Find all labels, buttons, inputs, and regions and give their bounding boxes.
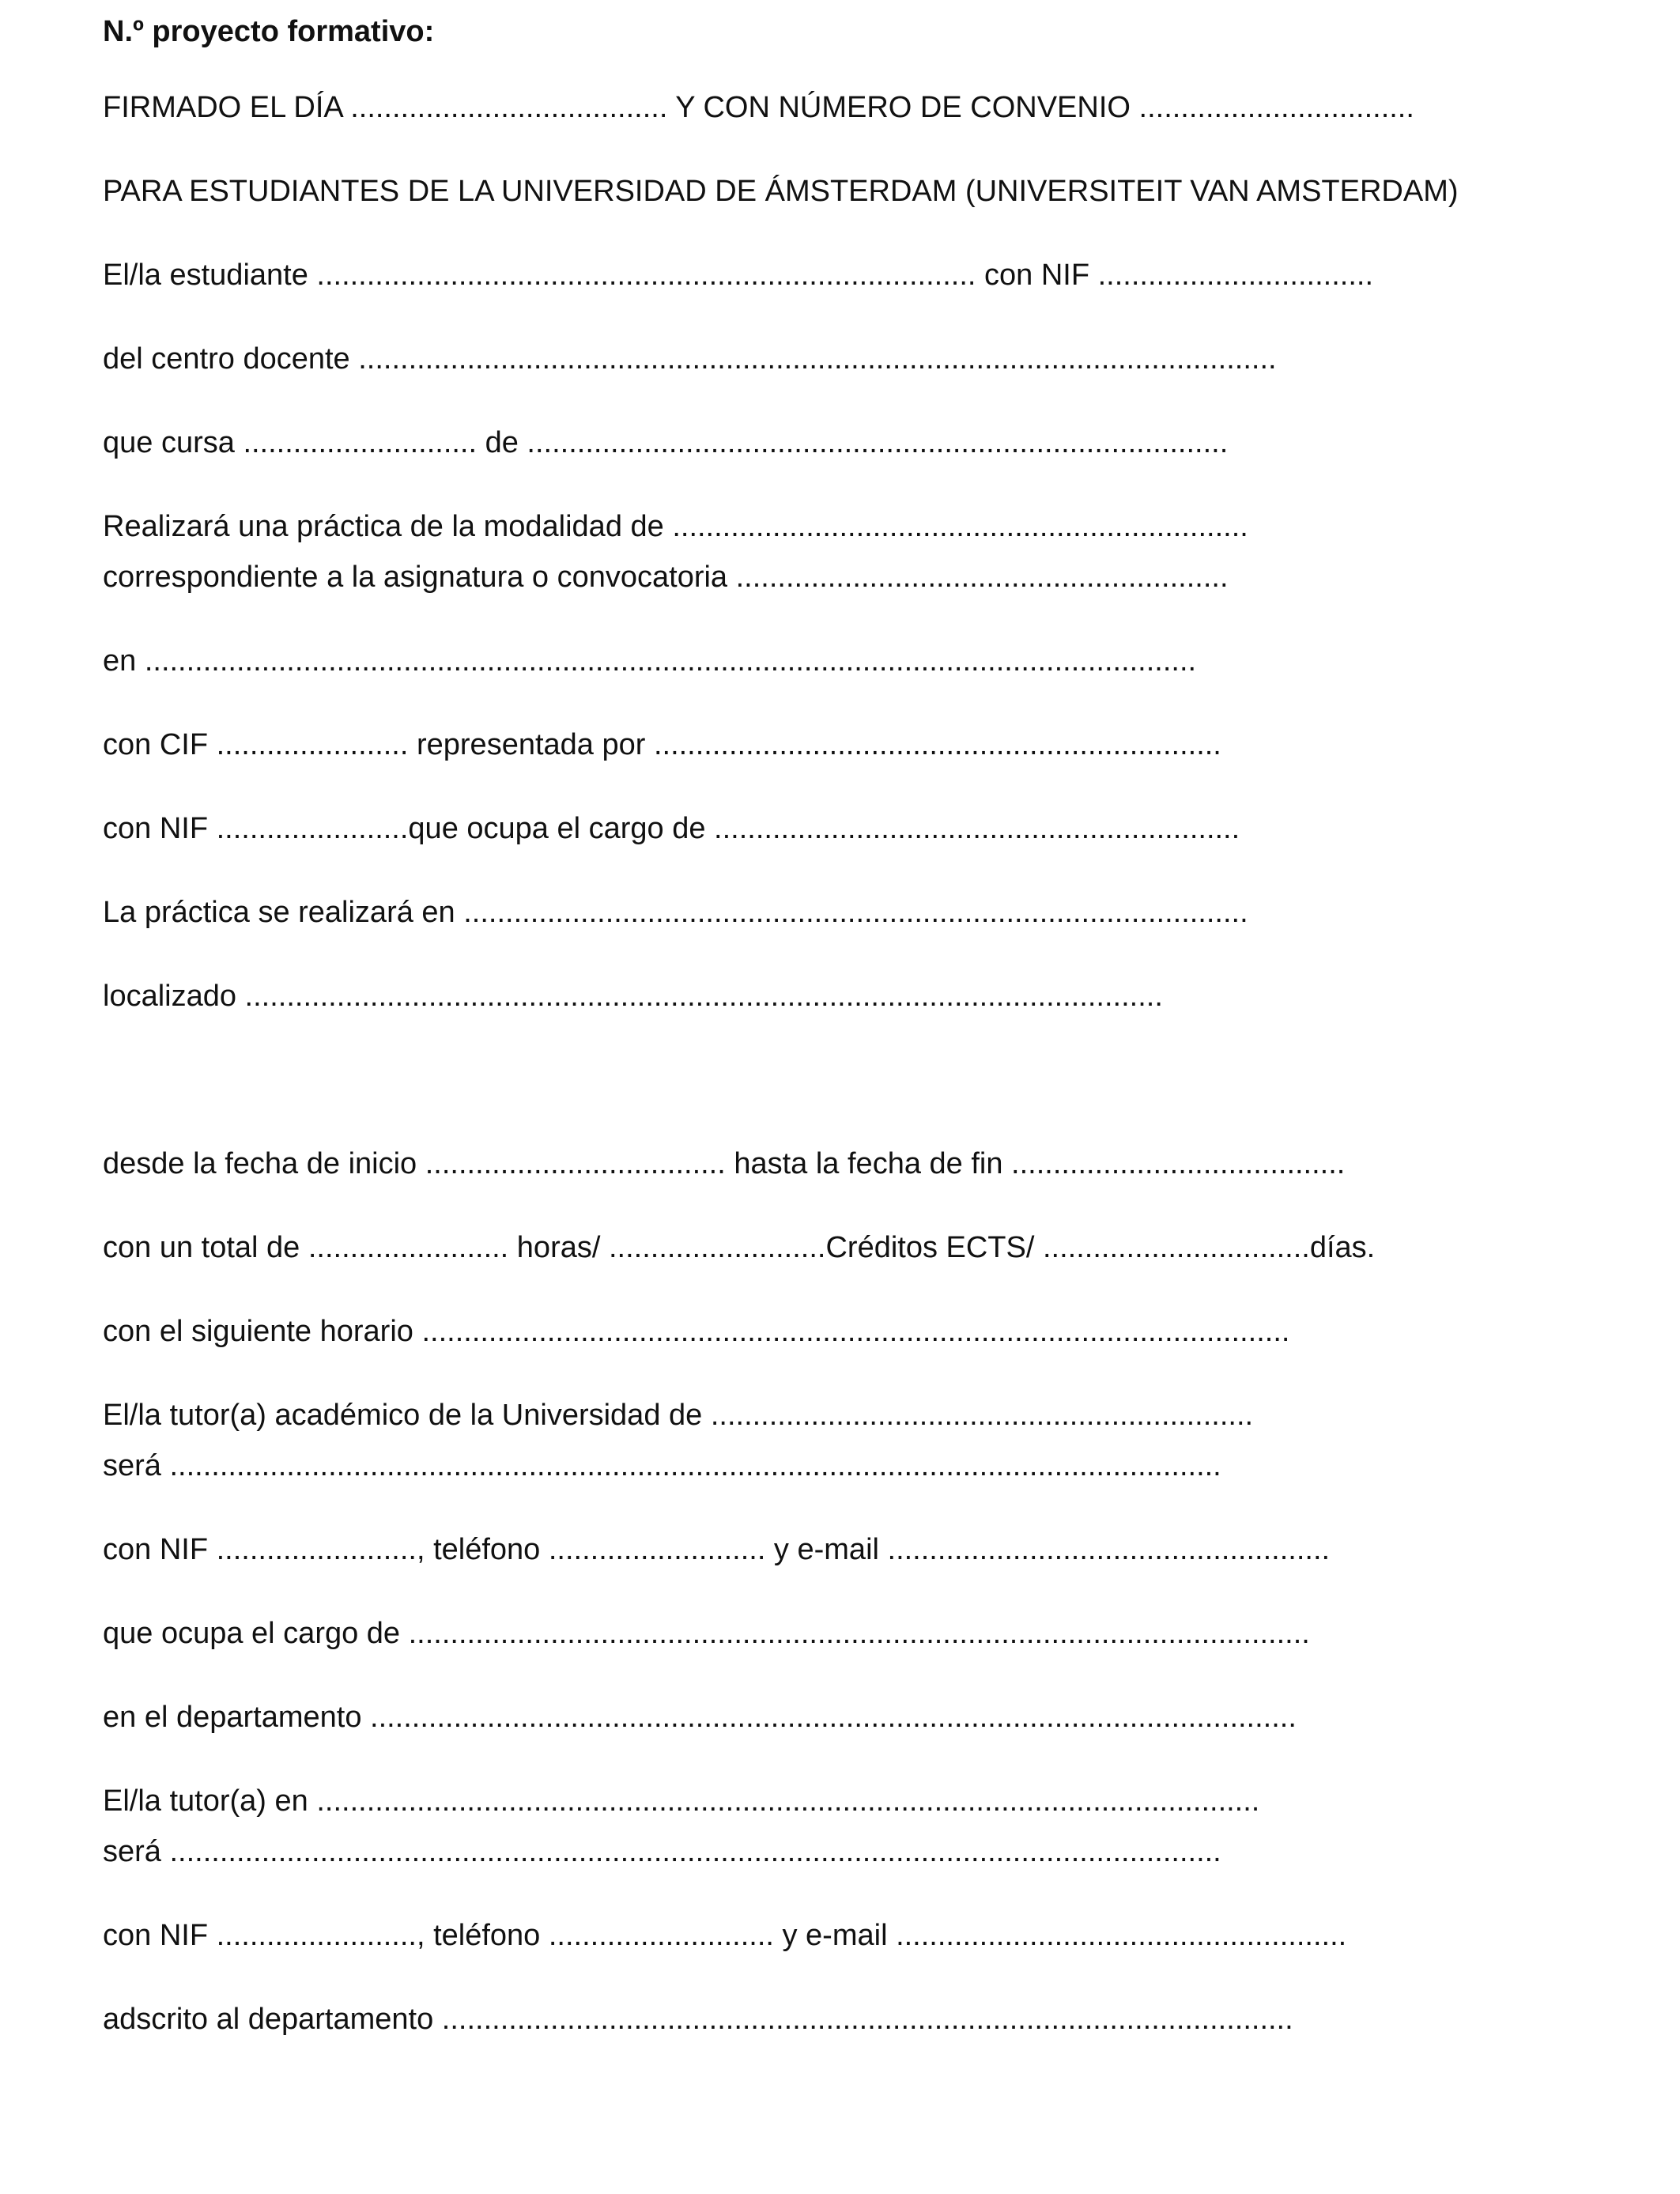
practice-place-line: La práctica se realizará en .............................................................................................. xyxy=(103,896,1248,929)
school-line: del centro docente .............................................................................................................. xyxy=(103,342,1277,376)
subject-call-line: correspondiente a la asignatura o convocatoria ........................................................... xyxy=(103,561,1229,594)
student-line: El/la estudiante ............................................................................... con NIF ................................. xyxy=(103,259,1374,292)
cif-representative-line: con CIF ....................... representada por .................................................................... xyxy=(103,728,1221,761)
practice-modality-line: Realizará una práctica de la modalidad de ..................................................................... xyxy=(103,510,1248,543)
academic-tutor-line: El/la tutor(a) académico de la Universidad de ................................................................. xyxy=(103,1399,1254,1432)
academic-tutor-name-line: será .............................................................................................................................. xyxy=(103,1449,1221,1482)
date-range-line: desde la fecha de inicio .................................... hasta la fecha de fin ........................................ xyxy=(103,1147,1346,1180)
entity-tutor-line: El/la tutor(a) en ................................................................................................................. xyxy=(103,1784,1260,1818)
academic-tutor-contact-line: con NIF ........................, teléfono .......................... y e-mail ..................................................... xyxy=(103,1533,1331,1566)
representative-position-line: con NIF .......................que ocupa el cargo de ............................................................... xyxy=(103,812,1240,845)
academic-tutor-position-line: que ocupa el cargo de ............................................................................................................ xyxy=(103,1617,1310,1650)
total-hours-line: con un total de ........................ horas/ ..........................Créditos ECTS/ ................................días. xyxy=(103,1231,1376,1264)
entity-tutor-contact-line: con NIF ........................, teléfono ........................... y e-mail ...................................................... xyxy=(103,1919,1347,1952)
location-line: localizado .............................................................................................................. xyxy=(103,980,1163,1013)
entity-tutor-name-line: será .............................................................................................................................. xyxy=(103,1835,1221,1868)
project-number-heading: N.º proyecto formativo: xyxy=(103,15,435,48)
assigned-department-line: adscrito al departamento ...................................................................................................... xyxy=(103,2003,1293,2036)
academic-department-line: en el departamento ............................................................................................................... xyxy=(103,1701,1297,1734)
course-line: que cursa ............................ de .................................................................................... xyxy=(103,426,1229,459)
university-line: PARA ESTUDIANTES DE LA UNIVERSIDAD DE ÁMSTERDAM (UNIVERSITEIT VAN AMSTERDAM) xyxy=(103,175,1459,208)
signed-date-agreement-line: FIRMADO EL DÍA ...................................... Y CON NÚMERO DE CONVENIO ................................. xyxy=(103,91,1414,124)
company-line: en .............................................................................................................................. xyxy=(103,644,1197,678)
schedule-line: con el siguiente horario ........................................................................................................ xyxy=(103,1315,1290,1348)
